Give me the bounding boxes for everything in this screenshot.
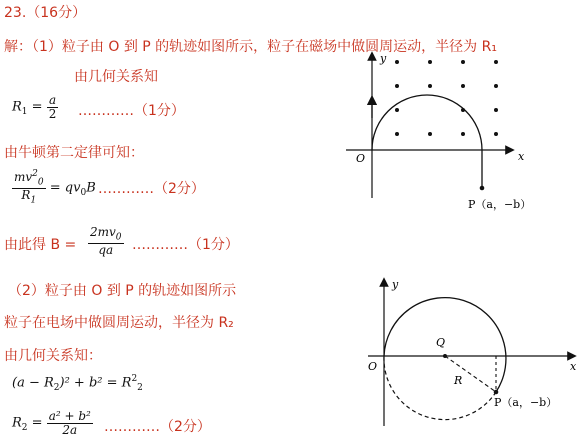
r1-num: a xyxy=(48,93,57,107)
r1-score: …………（1分） xyxy=(78,103,185,119)
r1-lhs: R xyxy=(12,99,22,115)
r2-score: …………（2分） xyxy=(104,419,211,435)
r2-fraction xyxy=(47,410,93,436)
eq1-a-sub: 2 xyxy=(53,382,60,393)
newton-fraction xyxy=(12,170,46,206)
r1-den: 2 xyxy=(48,106,57,121)
b-num-sub: 0 xyxy=(115,232,122,243)
newton-num: mv xyxy=(14,170,33,184)
eq1-a: (a − R xyxy=(12,375,54,391)
fig2-point-label: P（a，−b） xyxy=(494,396,558,409)
eq1-c-sup: 2 xyxy=(131,374,138,384)
eq1 xyxy=(12,374,143,393)
fig1-x-label: x xyxy=(518,150,525,163)
part1-intro: 解：（1）粒子由 O 到 P 的轨迹如图所示，粒子在磁场中做圆周运动，半径为 R₁ xyxy=(4,39,497,55)
r2-lhs: R xyxy=(12,415,22,431)
eq1-c-sub: 2 xyxy=(137,382,143,393)
b-equation xyxy=(88,226,124,256)
problem-header: 23.（16分） xyxy=(4,5,87,21)
part2-line3: 由几何关系知： xyxy=(4,348,102,364)
newton-equation xyxy=(12,170,96,206)
r2-equation: $R_2$ = $\frac{\text{a² + b²}}{2a}$ xyxy=(12,409,91,437)
fig2-origin-label: O xyxy=(368,360,378,373)
b-den: qa xyxy=(98,242,114,257)
r2-den: 2a xyxy=(62,422,78,437)
r2-num: a² + b² xyxy=(48,409,91,423)
fig2-circle-dashed xyxy=(384,356,496,420)
figure-electric-field xyxy=(364,276,583,436)
fig2-y-label: y xyxy=(392,278,399,291)
fig1-point-p xyxy=(480,186,485,191)
fig1-trajectory-arc xyxy=(372,95,482,150)
fig1-y-label: y xyxy=(380,52,387,65)
r1-equation: $R_1$ = $\frac{a}{2}$ xyxy=(12,93,57,121)
figure-magnetic-field xyxy=(340,46,583,216)
eq1-b: )² + b² = R xyxy=(59,375,132,391)
fig2-radius-line xyxy=(445,356,496,392)
newton-rhs-sub: 0 xyxy=(80,187,87,198)
part1-geometry: 由几何关系知 xyxy=(74,69,158,85)
r2-sub: 2 xyxy=(21,423,28,434)
newton-den: R xyxy=(21,187,31,202)
fig2-radius-label: R xyxy=(454,374,463,387)
b-num: 2mv xyxy=(90,225,116,239)
newton-num-sup: 2 xyxy=(32,169,38,179)
fig2-x-label: x xyxy=(570,360,577,373)
b-fraction xyxy=(88,226,124,256)
fig1-origin-label: O xyxy=(356,152,366,165)
b-score: …………（1分） xyxy=(132,237,239,253)
newton-rhs: = qv xyxy=(49,180,81,196)
b-prefix: 由此得 B = xyxy=(4,237,77,253)
fig1-point-label: P（a，−b） xyxy=(468,198,532,211)
newton-score: …………（2分） xyxy=(98,181,205,197)
newton-num-sub: 0 xyxy=(37,177,44,188)
part2-line1: （2）粒子由 O 到 P 的轨迹如图所示 xyxy=(8,283,237,299)
newton-line: 由牛顿第二定律可知： xyxy=(4,145,144,161)
newton-rhs-b: B xyxy=(86,180,96,196)
fig2-point-p xyxy=(494,390,499,395)
newton-den-sub: 1 xyxy=(30,195,37,206)
r1-sub: 1 xyxy=(21,107,28,118)
part2-line2: 粒子在电场中做圆周运动，半径为 R₂ xyxy=(4,315,234,331)
fig2-center-label: Q xyxy=(436,336,446,349)
r1-fraction xyxy=(47,94,59,120)
